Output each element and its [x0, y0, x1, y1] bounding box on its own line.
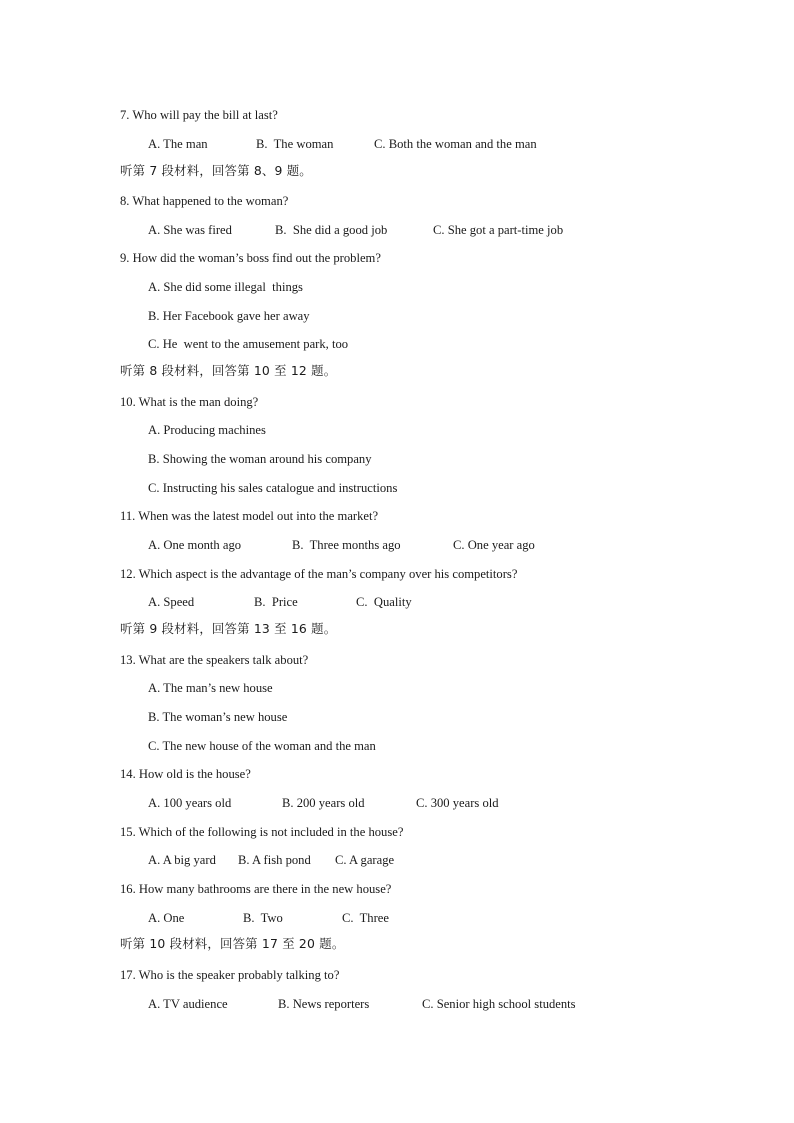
option-a: A. Producing machines	[148, 423, 266, 437]
section-heading-9: 听第 9 段材料，回答第 13 至 16 题。	[120, 621, 337, 636]
question-15: 15. Which of the following is not included in the house?	[120, 825, 404, 839]
option-a: A. TV audience	[148, 997, 228, 1011]
option-a: A. Speed	[148, 595, 195, 609]
option-c: C. Senior high school students	[422, 997, 576, 1011]
question-9: 9. How did the woman’s boss find out the problem?	[120, 251, 381, 265]
option-b: B. Showing the woman around his company	[148, 452, 372, 466]
question-17-options	[148, 996, 576, 1060]
option-b: B. A fish pond	[238, 853, 311, 867]
question-10: 10. What is the man doing?	[120, 395, 259, 409]
option-b: B. Two	[243, 911, 283, 925]
question-11: 11. When was the latest model out into the market?	[120, 509, 379, 523]
option-c: C. Both the woman and the man	[374, 137, 537, 151]
question-8: 8. What happened to the woman?	[120, 194, 289, 208]
question-12: 12. Which aspect is the advantage of the man’s company over his competitors?	[120, 567, 518, 581]
option-c: C. Three	[342, 911, 389, 925]
option-b: B. She did a good job	[275, 223, 388, 237]
option-b: B. News reporters	[278, 997, 370, 1011]
option-c: C. The new house of the woman and the man	[148, 739, 376, 753]
option-b: B. Her Facebook gave her away	[148, 309, 310, 323]
option-a: A. One month ago	[148, 538, 242, 552]
option-c: C. Instructing his sales catalogue and instructions	[148, 481, 398, 495]
option-a: A. She was fired	[148, 223, 232, 237]
option-b: B. The woman’s new house	[148, 710, 288, 724]
option-c: C. 300 years old	[416, 796, 499, 810]
option-b: B. The woman	[256, 137, 334, 151]
option-a: A. The man’s new house	[148, 681, 273, 695]
option-b: B. Price	[254, 595, 298, 609]
section-heading-8: 听第 8 段材料，回答第 10 至 12 题。	[120, 363, 337, 378]
option-c: C. She got a part-time job	[433, 223, 564, 237]
question-7: 7. Who will pay the bill at last?	[120, 108, 278, 122]
question-17: 17. Who is the speaker probably talking to?	[120, 968, 340, 982]
option-c: C. A garage	[335, 853, 395, 867]
option-a: A. The man	[148, 137, 208, 151]
option-a: A. 100 years old	[148, 796, 232, 810]
option-c: C. He went to the amusement park, too	[148, 337, 349, 351]
section-heading-7: 听第 7 段材料，回答第 8、9 题。	[120, 163, 312, 178]
option-a: A. A big yard	[148, 853, 216, 867]
option-a: A. She did some illegal things	[148, 280, 303, 294]
question-13: 13. What are the speakers talk about?	[120, 653, 309, 667]
option-b: B. Three months ago	[292, 538, 401, 552]
option-b: B. 200 years old	[282, 796, 365, 810]
question-16: 16. How many bathrooms are there in the new house?	[120, 882, 392, 896]
question-14: 14. How old is the house?	[120, 767, 251, 781]
section-heading-10: 听第 10 段材料，回答第 17 至 20 题。	[120, 936, 345, 951]
option-a: A. One	[148, 911, 185, 925]
option-c: C. One year ago	[453, 538, 535, 552]
option-c: C. Quality	[356, 595, 412, 609]
